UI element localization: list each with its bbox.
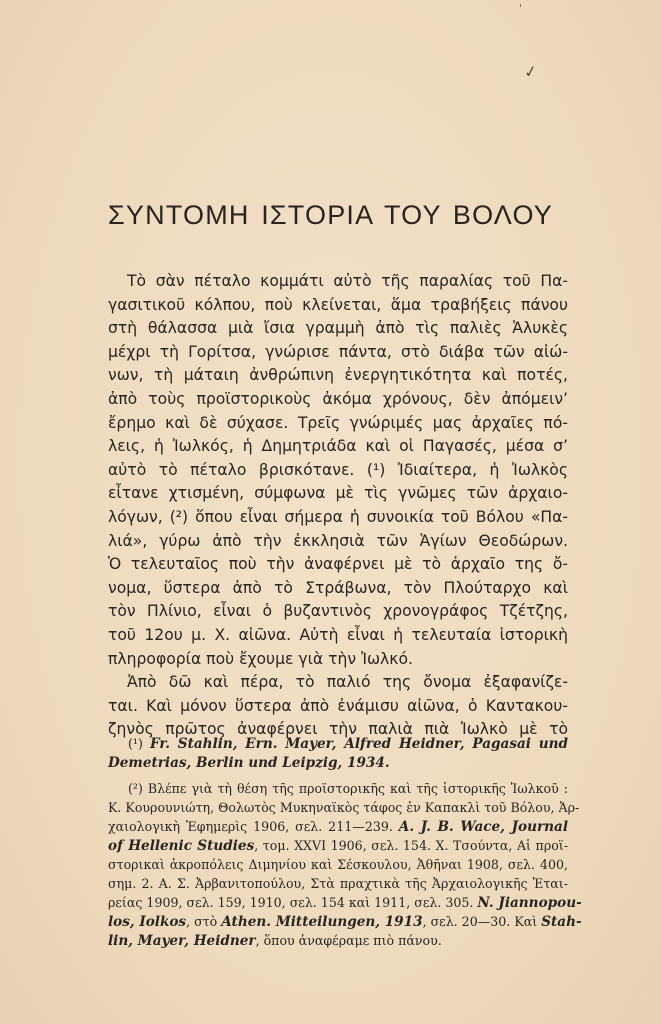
chapter-title: ΣΥΝΤΟΜΗ ΙΣΤΟΡΙΑ ΤΟΥ ΒΟΛΟΥ [108,200,553,230]
footnote-text: , σελ. 20—30. Καὶ [422,914,542,929]
footnote-line [108,753,568,772]
footnote-text: (²) Βλέπε γιὰ τὴ θέση τῆς προϊστορικῆς καὶ τῆς ἱστορικῆς Ἰωλκοῦ : [128,781,568,796]
footnote-line [108,734,568,753]
body-line: ἀπὸ τοὺς προϊστορικοὺς ἀκόμα χρόνους, δὲν ἀπόμειν’ [108,389,568,408]
citation-italic: Demetrias, Berlin und Leipzig, 1934. [108,755,390,771]
citation-italic: of Hellenic Studies [108,838,255,854]
body-line: Τὸ σὰν πέταλο κομμάτι αὐτὸ τῆς παραλίας τοῦ Πα- [127,272,568,290]
citation-italic: Stah- [541,914,582,930]
body-line: ται. Καὶ μόνον ὕστερα ἀπὸ ἐνάμισυ αἰῶνα, ὁ Καντακου- [108,696,568,715]
footnote-line [108,912,582,931]
footnote-2 [108,779,582,950]
footnote-line [108,798,580,817]
body-line: τὸν Πλίνιο, εἶναι ὁ βυζαντινὸς χρονογράφος Τζέτζης, [108,602,568,621]
citation-italic: lin, Mayer, Heidner [108,933,256,949]
checkmark-icon: ✓ [522,60,539,83]
body-line: νων, τὴ μάταιη ἀνθρώπινη ἐνεργητικότητα καὶ ποτές, [108,366,568,385]
footnote-line [108,836,568,855]
footnote-line [108,779,568,798]
body-line: αὐτὸ τὸ πέταλο βρισκότανε. (¹) Ἰδιαίτερα, ἡ Ἰωλκὸς [108,460,568,479]
citation-italic: los, Iolkos [108,914,187,930]
footnote-line [108,931,568,950]
footnote-text: Κ. Κουρουνιώτη, Θολωτὸς Μυκηναϊκὸς τάφος ἐν Καπακλὶ τοῦ Βόλου, Ἀρ- [108,800,580,815]
footnote-line [108,874,568,893]
citation-italic: Athen. Mitteilungen, 1913 [221,914,423,930]
footnote-line [108,893,582,912]
body-line: ἔρημο καὶ δὲ σύχασε. Τρεῖς γνώριμές μας ἀρχαῖες πό- [108,413,568,432]
body-line: Ὁ τελευταῖος ποὺ τὴν ἀναφέρνει μὲ τὸ ἀρχαῖο της ὄ- [108,555,568,574]
footnote-text: χαιολογικὴ Ἐφημερὶς 1906, σελ. 211—239. [108,819,399,834]
margin-mark: ˈ [519,2,523,15]
body-line: τοῦ 12ου μ. Χ. αἰῶνα. Αὐτὴ εἶναι ἡ τελευταία ἱστορικὴ [108,625,568,644]
footnote-text: σημ. 2. Α. Σ. Ἀρβανιτοπούλου, Στὰ πραχτικὰ τῆς Ἀρχαιολογικῆς Ἑται- [108,876,568,891]
footnote-text: , ὅπου ἀναφέραμε πιὸ πάνου. [255,933,442,948]
body-line: μέχρι τὴ Γορίτσα, γνώρισε πάντα, στὸ διάβα τῶν αἰώ- [108,342,568,361]
body-line: λεις, ἡ Ἰωλκός, ἡ Δημητριάδα καὶ οἱ Παγασές, μέσα σ’ [108,437,568,456]
body-line: στὴ θάλασσα μιὰ ἴσια γραμμὴ ἀπὸ τὶς παλιὲς Ἁλυκὲς [108,319,568,338]
body-line: λόγων, (²) ὅπου εἶναι σήμερα ἡ συνοικία τοῦ Βόλου «Πα- [108,507,568,526]
body-line: λιά», γύρω ἀπὸ τὴν ἐκκλησιὰ τῶν Ἁγίων Θεοδώρων. [108,531,568,550]
citation-italic: A. J. B. Wace, Journal [398,819,568,835]
body-text [108,270,568,742]
footnote-text: , τομ. XXVI 1906, σελ. 154. Χ. Τσούντα, Αἱ προϊ- [254,838,569,853]
body-line: ζηνὸς πρῶτος ἀναφέρνει τὴν παλιὰ πιὰ Ἰωλκὸ μὲ τὸ [108,720,568,739]
body-line: εἶτανε χτισμένη, σύμφωνα μὲ τὶς γνῶμες τῶν ἀρχαιο- [108,484,568,503]
citation-italic: N. Jiannopou- [477,895,582,911]
footnote-text: στορικαὶ ἀκροπόλεις Διμηνίου καὶ Σέσκουλου, Ἀθῆναι 1908, σελ. 400, [108,857,568,872]
footnote-text: ρείας 1909, σελ. 159, 1910, σελ. 154 καὶ 1911, σελ. 305. [108,895,478,910]
footnote-line [108,817,568,836]
footnote-line [108,855,568,874]
citation-italic: Fr. Stahlin, Ern. Mayer, Alfred Heidner, Pagasai und [149,736,568,752]
footnote-text: , στὸ [186,914,222,929]
body-line: Ἀπὸ δῶ καὶ πέρα, τὸ παλιό της ὄνομα ἐξαφανίζε- [127,673,568,692]
footnote-1 [108,734,568,772]
footnote-text: (¹) [128,736,150,751]
body-line: νομα, ὕστερα ἀπὸ τὸ Στράβωνα, τὸν Πλούταρχο καὶ [108,578,568,597]
body-line: γασιτικοῦ κόλπου, ποὺ κλείνεται, ἅμα τραβήξεις πάνου [108,295,568,314]
body-line: πληροφορία ποὺ ἔχουμε γιὰ τὴν Ἰωλκό. [108,649,413,668]
